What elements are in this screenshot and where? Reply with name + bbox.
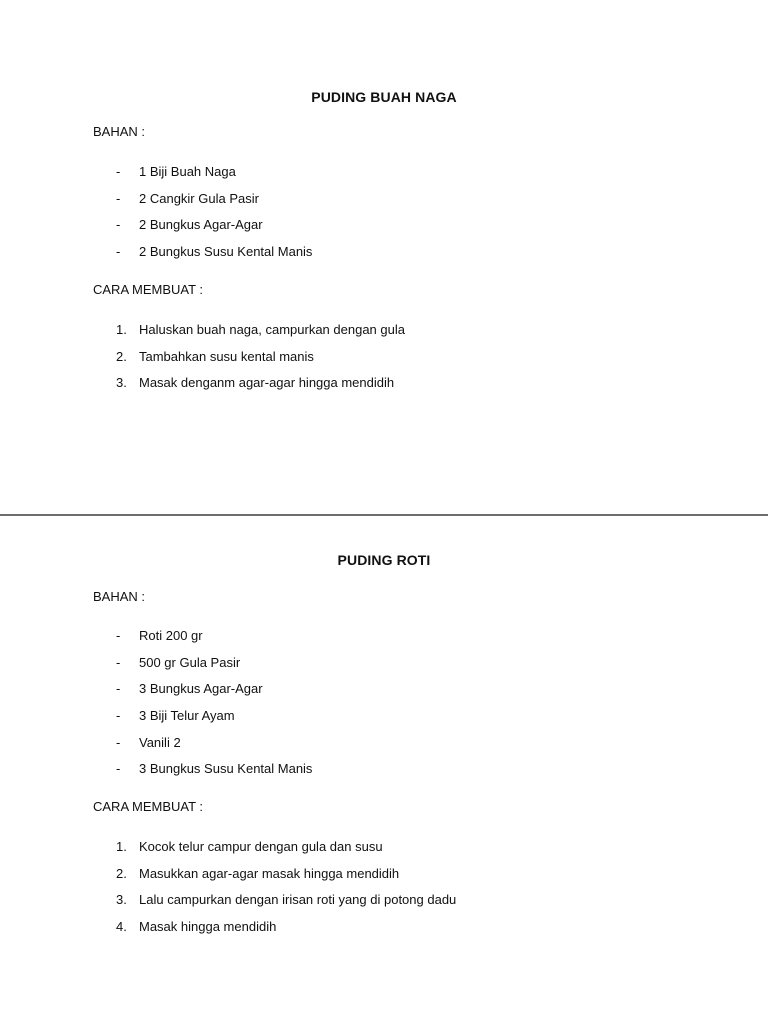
- ingredients-label: BAHAN :: [93, 124, 146, 139]
- step-text: Masukkan agar-agar masak hingga mendidih: [139, 865, 400, 881]
- step-number: 1.: [116, 322, 127, 337]
- bullet-marker: -: [116, 244, 121, 260]
- step-number: 3.: [116, 375, 127, 391]
- bullet-marker: -: [116, 628, 121, 643]
- bullet-marker: -: [116, 734, 121, 750]
- step-text: Tambahkan susu kental manis: [139, 348, 314, 364]
- page-divider: [0, 514, 768, 516]
- ingredient-text: 3 Bungkus Agar-Agar: [139, 681, 263, 697]
- step-number: 4.: [116, 919, 127, 935]
- document-page-2: [0, 517, 768, 1024]
- step-text: Masak hingga mendidih: [139, 919, 277, 935]
- step-text: Masak denganm agar-agar hingga mendidih: [139, 375, 395, 391]
- ingredient-text: 2 Cangkir Gula Pasir: [139, 190, 259, 206]
- steps-label: CARA MEMBUAT :: [93, 282, 204, 297]
- ingredient-text: 1 Biji Buah Naga: [139, 164, 236, 179]
- step-number: 3.: [116, 892, 127, 908]
- step-text: Lalu campurkan dengan irisan roti yang di potong dadu: [139, 892, 457, 908]
- bullet-marker: -: [116, 761, 121, 777]
- ingredient-text: 3 Biji Telur Ayam: [139, 708, 235, 724]
- bullet-marker: -: [116, 190, 121, 206]
- step-number: 1.: [116, 839, 127, 854]
- step-number: 2.: [116, 865, 127, 881]
- bullet-marker: -: [116, 681, 121, 697]
- ingredient-text: Roti 200 gr: [139, 628, 203, 643]
- ingredient-text: 2 Bungkus Agar-Agar: [139, 217, 263, 233]
- step-text: Kocok telur campur dengan gula dan susu: [139, 839, 383, 854]
- bullet-marker: -: [116, 164, 121, 179]
- ingredient-text: 3 Bungkus Susu Kental Manis: [139, 761, 313, 777]
- step-number: 2.: [116, 348, 127, 364]
- steps-label: CARA MEMBUAT :: [93, 799, 204, 814]
- recipe-title: PUDING BUAH NAGA: [311, 89, 457, 105]
- recipe-title: PUDING ROTI: [337, 552, 431, 568]
- ingredient-text: Vanili 2: [139, 734, 181, 750]
- bullet-marker: -: [116, 708, 121, 724]
- ingredient-text: 500 gr Gula Pasir: [139, 654, 241, 670]
- ingredients-label: BAHAN :: [93, 589, 146, 604]
- bullet-marker: -: [116, 654, 121, 670]
- step-text: Haluskan buah naga, campurkan dengan gula: [139, 322, 405, 337]
- ingredient-text: 2 Bungkus Susu Kental Manis: [139, 244, 313, 260]
- bullet-marker: -: [116, 217, 121, 233]
